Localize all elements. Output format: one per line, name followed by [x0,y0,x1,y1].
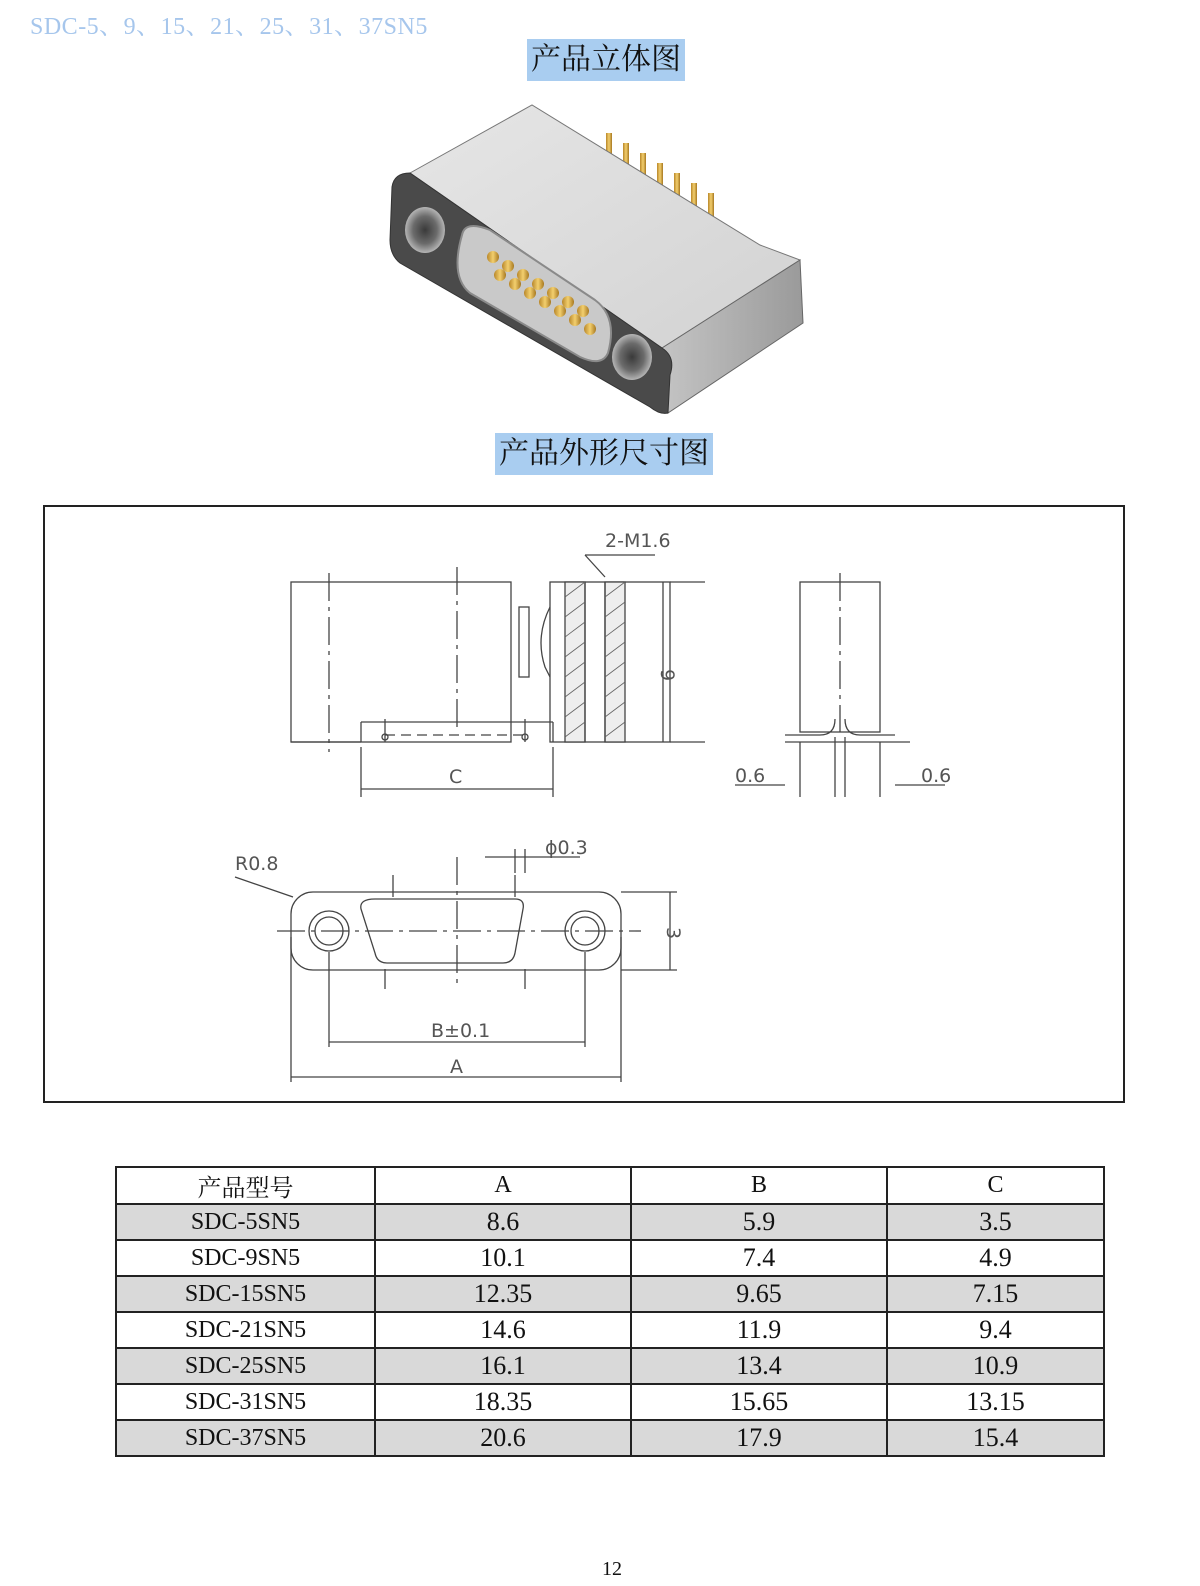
table-row [116,1276,1104,1312]
cell-b: 13.4 [631,1348,887,1384]
cell-a: 10.1 [375,1240,631,1276]
table-row [116,1240,1104,1276]
cell-model: SDC-9SN5 [116,1240,375,1276]
spec-table [115,1166,1105,1457]
cell-a: 8.6 [375,1204,631,1240]
cell-c: 15.4 [887,1420,1104,1456]
cell-b: 11.9 [631,1312,887,1348]
table-row [116,1384,1104,1420]
dim-height-label: 9 [656,669,678,682]
cell-model: SDC-31SN5 [116,1384,375,1420]
dimension-drawing [43,505,1125,1103]
table-row [116,1204,1104,1240]
cell-model: SDC-21SN5 [116,1312,375,1348]
drawing-heading: 产品外形尺寸图 [495,433,713,475]
render-heading: 产品立体图 [527,39,685,81]
mount-hole-right [612,334,652,380]
cell-a: 12.35 [375,1276,631,1312]
cell-c: 7.15 [887,1276,1104,1312]
series-title: SDC-5、9、15、21、25、31、37SN5 [30,14,428,40]
dim-pitch-right-label: 0.6 [921,765,952,787]
cell-model: SDC-37SN5 [116,1420,375,1456]
cell-a: 16.1 [375,1348,631,1384]
header-model: 产品型号 [116,1167,375,1204]
table-row [116,1348,1104,1384]
dim-pitch-left-label: 0.6 [735,765,766,787]
cell-c: 3.5 [887,1204,1104,1240]
header-b: B [631,1167,887,1204]
cell-c: 10.9 [887,1348,1104,1384]
cell-a: 18.35 [375,1384,631,1420]
dim-c-label: C [449,766,463,788]
dim-a-label: A [450,1056,463,1078]
dim-radius-label: R0.8 [235,853,279,875]
cell-c: 13.15 [887,1384,1104,1420]
cell-b: 9.65 [631,1276,887,1312]
table-row [116,1420,1104,1456]
page-number: 12 [602,1558,622,1580]
cell-model: SDC-25SN5 [116,1348,375,1384]
connector-3d-render [380,95,820,420]
header-a: A [375,1167,631,1204]
table-row [116,1312,1104,1348]
cell-b: 5.9 [631,1204,887,1240]
mount-hole-left [405,207,445,253]
cell-b: 15.65 [631,1384,887,1420]
dim-pin-diameter-label: ϕ0.3 [545,837,588,859]
dim-b-label: B±0.1 [431,1020,491,1042]
cell-b: 17.9 [631,1420,887,1456]
cell-a: 20.6 [375,1420,631,1456]
cell-c: 4.9 [887,1240,1104,1276]
cell-model: SDC-15SN5 [116,1276,375,1312]
cell-c: 9.4 [887,1312,1104,1348]
header-c: C [887,1167,1104,1204]
cell-b: 7.4 [631,1240,887,1276]
cell-model: SDC-5SN5 [116,1204,375,1240]
dim-thread-label: 2-M1.6 [605,530,671,552]
cell-a: 14.6 [375,1312,631,1348]
table-header-row [116,1167,1104,1204]
dim-depth-label: 3 [662,927,684,940]
